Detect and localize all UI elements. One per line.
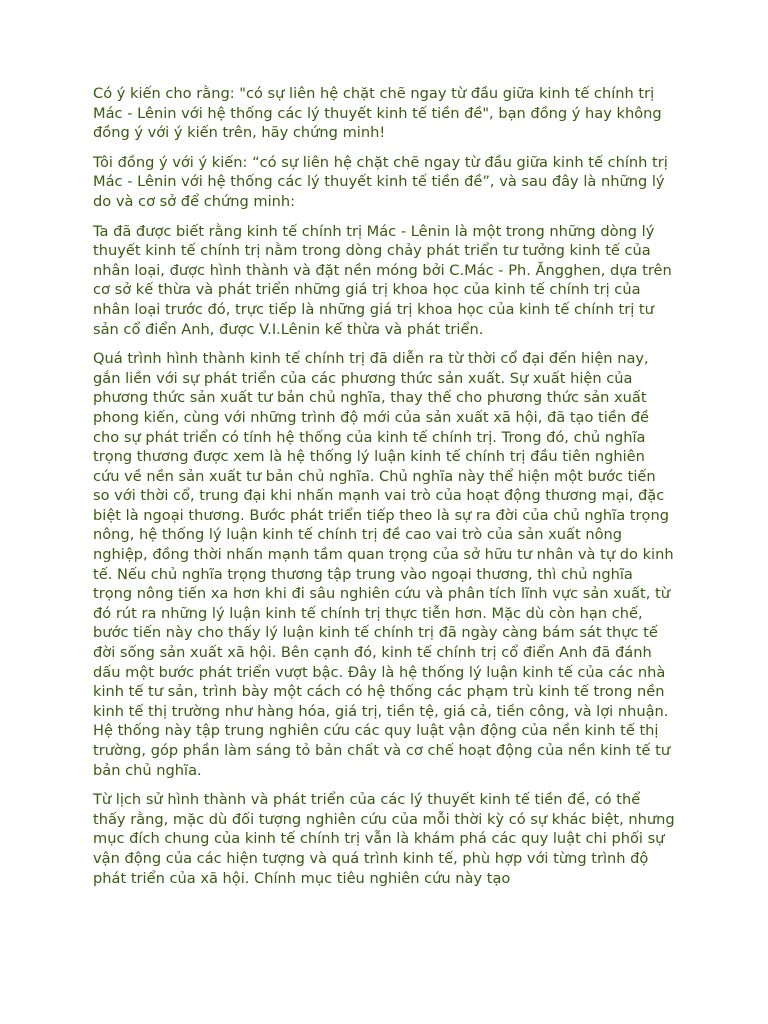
question-paragraph: Có ý kiến cho rằng: "có sự liên hệ chặt chẽ ngay từ đầu giữa kinh tế chính trị Mác - Lênin với hệ thống các lý thuyết kinh tế tiền đề", bạn đồng ý hay không đồng ý với ý kiến trên, hãy chứng minh! (93, 85, 662, 142)
body-paragraph-history: Quá trình hình thành kinh tế chính trị đã diễn ra từ thời cổ đại đến hiện nay, gắn liền với sự phát triển của các phương thức sản xuất. Sự xuất hiện của phương thức sản xuất tư bản chủ nghĩa, thay thế cho phương thức sản xuất phong kiến, cùng với những trình độ mới của sản xuất xã hội, đã tạo tiền đề cho sự phát triển có tính hệ thống của kinh tế chính trị. Trong đó, chủ nghĩa trọng thương được xem là hệ thống lý luận kinh tế chính trị đầu tiên nghiên cứu về nền sản xuất tư bản chủ nghĩa. Chủ nghĩa này thể hiện một bước tiến so với thời cổ, trung đại khi nhấn mạnh vai trò của hoạt động thương mại, đặc biệt là ngoại thương. Bước phát triển tiếp theo là sự ra đời của chủ nghĩa trọng nông, hệ thống lý luận kinh tế chính trị đề cao vai trò của sản xuất nông nghiệp, đồng thời nhấn mạnh tầm quan trọng của sở hữu tư nhân và tự do kinh tế. Nếu chủ nghĩa trọng thương tập trung vào ngoại thương, thì chủ nghĩa trọng nông tiến xa hơn khi đi sâu nghiên cứu và phân tích lĩnh vực sản xuất, từ đó rút ra những lý luận kinh tế chính trị thực tiễn hơn. Mặc dù còn hạn chế, bước tiến này cho thấy lý luận kinh tế chính trị đã ngày càng bám sát thực tế đời sống sản xuất xã hội. Bên cạnh đó, kinh tế chính trị cổ điển Anh đã đánh dấu một bước phát triển vượt bậc. Đây là hệ thống lý luận kinh tế của các nhà kinh tế tư sản, trình bày một cách có hệ thống các phạm trù kinh tế trong nền kinh tế thị trường như hàng hóa, giá trị, tiền tệ, giá cả, tiền công, và lợi nhuận. Hệ thống này tập trung nghiên cứu các quy luật vận động của nền kinh tế thị trường, góp phần làm sáng tỏ bản chất và cơ chế hoạt động của nền kinh tế tư bản chủ nghĩa. (93, 350, 674, 779)
body-paragraph-conclusion: Từ lịch sử hình thành và phát triển của các lý thuyết kinh tế tiền đề, có thể thấy rằng, mặc dù đối tượng nghiên cứu của mỗi thời kỳ có sự khác biệt, nhưng mục đích chung của kinh tế chính trị vẫn là khám phá các quy luật chi phối sự vận động của các hiện tượng và quá trình kinh tế, phù hợp với từng trình độ phát triển của xã hội. Chính mục tiêu nghiên cứu này tạo (93, 791, 675, 887)
answer-intro-paragraph: Tôi đồng ý với ý kiến: “có sự liên hệ chặt chẽ ngay từ đầu giữa kinh tế chính trị Mác - Lênin với hệ thống các lý thuyết kinh tế tiền đề”, và sau đây là những lý do và cơ sở để chứng minh: (93, 153, 668, 210)
body-paragraph-origin: Ta đã được biết rằng kinh tế chính trị Mác - Lênin là một trong những dòng lý thuyết kinh tế chính trị nằm trong dòng chảy phát triển tư tưởng kinh tế của nhân loại, được hình thành và đặt nền móng bởi C.Mác - Ph. Ăngghen, dựa trên cơ sở kế thừa và phát triển những giá trị khoa học của kinh tế chính trị của nhân loại trước đó, trực tiếp là những giá trị khoa học của kinh tế chính trị tư sản cổ điển Anh, được V.I.Lênin kế thừa và phát triển. (93, 222, 672, 338)
document-page (93, 84, 675, 888)
